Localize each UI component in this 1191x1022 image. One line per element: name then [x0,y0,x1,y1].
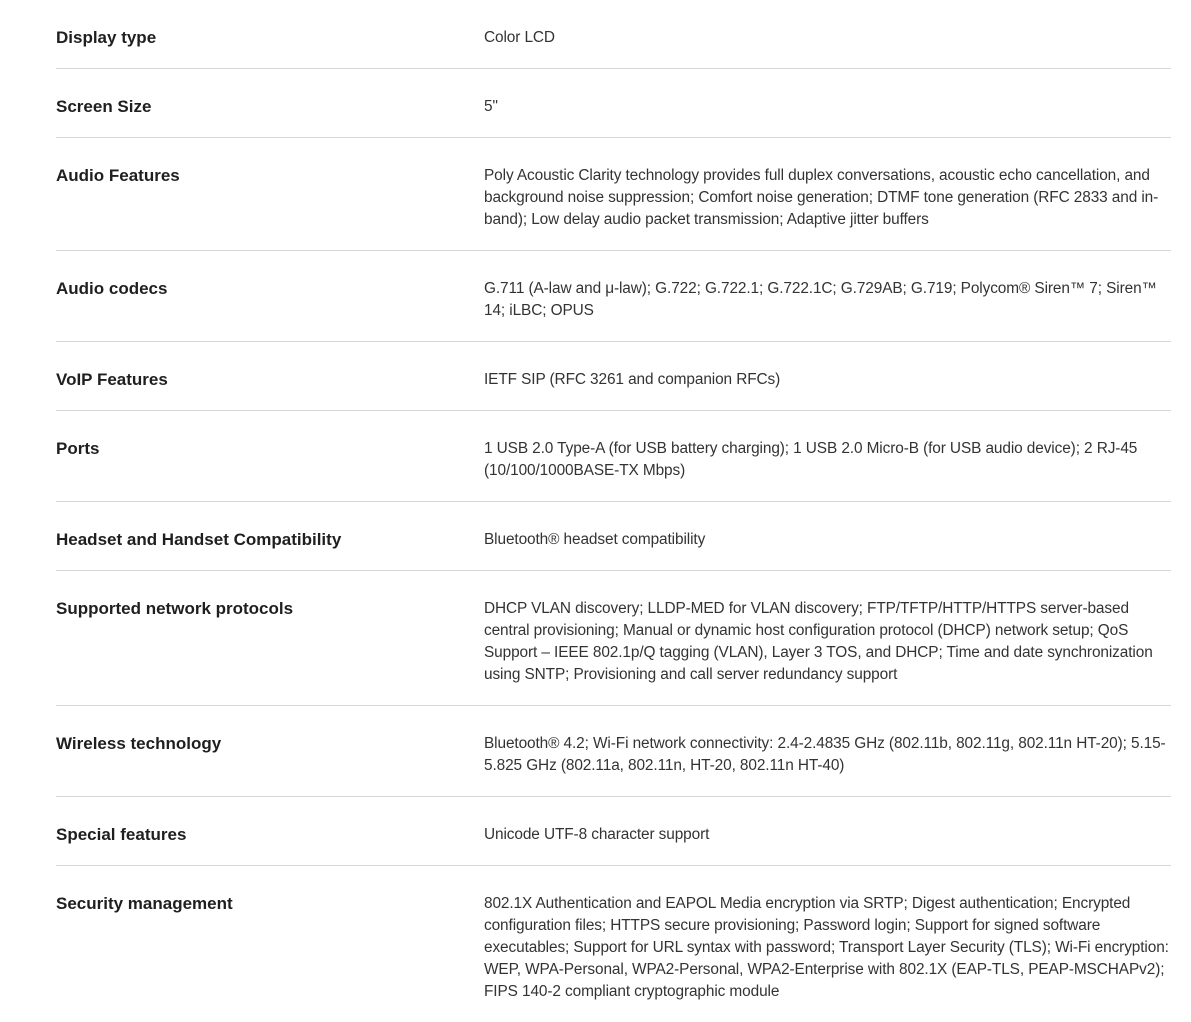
spec-table [56,0,1171,1022]
spec-label: Special features [56,825,187,844]
spec-row-special-features [56,797,1171,866]
spec-value: Poly Acoustic Clarity technology provides full duplex conversations, acoustic echo cancellation, and background noise suppression; Comfort noise generation; DTMF tone generation (RFC 2833 and in-band); Low delay audio packet transmission; Adaptive jitter buffers [484,167,1159,228]
spec-label: Security management [56,894,233,913]
spec-value: Bluetooth® 4.2; Wi-Fi network connectivity: 2.4-2.4835 GHz (802.11b, 802.11g, 802.11n HT-20); 5.15-5.825 GHz (802.11a, 802.11n, HT-20, 802.11n HT-40) [484,735,1166,774]
spec-row-display-type [56,0,1171,69]
spec-row-headset-compatibility [56,502,1171,571]
spec-value: 5" [484,98,498,115]
spec-label: Supported network protocols [56,599,294,618]
spec-row-ports [56,411,1171,502]
spec-label: Wireless technology [56,734,222,753]
spec-value: IETF SIP (RFC 3261 and companion RFCs) [484,371,781,388]
spec-row-screen-size [56,69,1171,138]
spec-value: G.711 (A-law and μ-law); G.722; G.722.1; G.722.1C; G.729AB; G.719; Polycom® Siren™ 7; Siren™ 14; iLBC; OPUS [484,280,1157,319]
spec-value: 1 USB 2.0 Type-A (for USB battery charging); 1 USB 2.0 Micro-B (for USB audio device); 2 RJ-45 (10/100/1000BASE-TX Mbps) [484,440,1138,479]
spec-value: 802.1X Authentication and EAPOL Media encryption via SRTP; Digest authentication; Encrypted configuration files; HTTPS secure provisioning; Password login; Support for signed software executables; Support for URL syntax with password; Transport Layer Security (TLS); Wi-Fi encryption: WEP, WPA-Personal, WPA2-Personal, WPA2-Enterprise with 802.1X (EAP-TLS, PEAP-MSCHAPv2); FIPS 140-2 compliant cryptographic module [484,895,1169,1000]
spec-label: VoIP Features [56,370,168,389]
spec-row-voip-features [56,342,1171,411]
spec-label: Ports [56,439,100,458]
spec-value: Unicode UTF-8 character support [484,826,710,843]
spec-label: Audio codecs [56,279,168,298]
spec-row-security-management [56,866,1171,1022]
spec-row-network-protocols [56,571,1171,706]
spec-label: Headset and Handset Compatibility [56,530,342,549]
spec-row-wireless-technology [56,706,1171,797]
spec-label: Audio Features [56,166,180,185]
spec-value: Bluetooth® headset compatibility [484,531,706,548]
spec-row-audio-features [56,138,1171,251]
spec-label: Screen Size [56,97,152,116]
spec-value: DHCP VLAN discovery; LLDP-MED for VLAN discovery; FTP/TFTP/HTTP/HTTPS server-based central provisioning; Manual or dynamic host configuration protocol (DHCP) network setup; QoS Support – IEEE 802.1p/Q tagging (VLAN), Layer 3 TOS, and DHCP; Time and date synchronization using SNTP; Provisioning and call server redundancy support [484,600,1153,683]
spec-value: Color LCD [484,29,555,46]
spec-label: Display type [56,28,157,47]
spec-row-audio-codecs [56,251,1171,342]
